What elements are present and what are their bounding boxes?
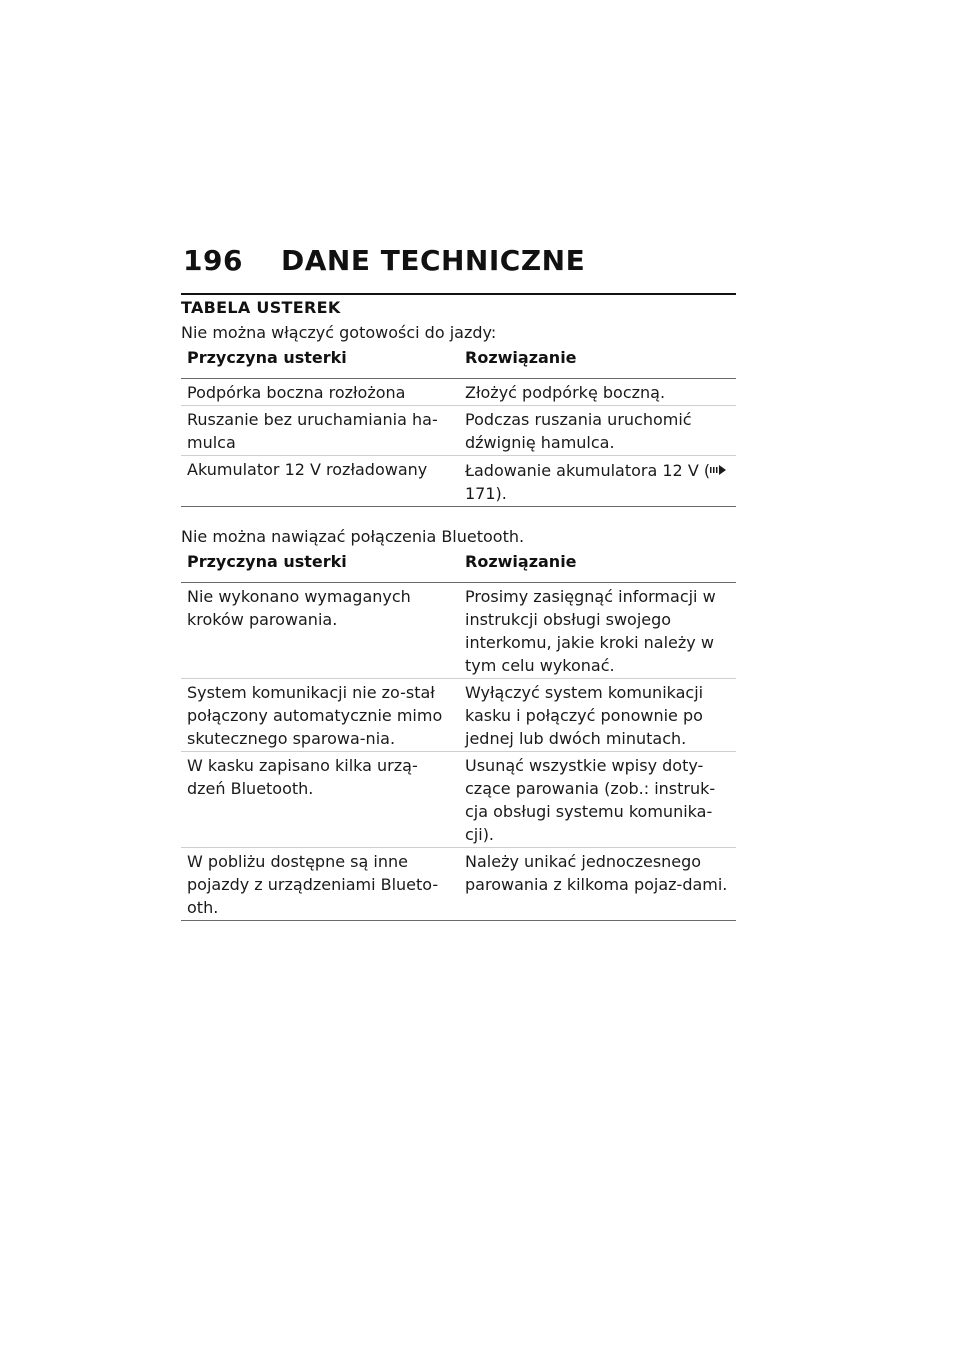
fault-cause: Akumulator 12 V rozładowany xyxy=(181,456,459,507)
fault-solution: Podczas ruszania uruchomić dźwignię hamulca. xyxy=(459,406,736,456)
section-title: TABELA USTEREK xyxy=(181,298,341,317)
table1-intro: Nie można włączyć gotowości do jazdy: xyxy=(181,323,497,342)
page-reference-number[interactable]: 171 xyxy=(465,484,496,503)
column-header-solution: Rozwiązanie xyxy=(459,548,736,583)
fault-solution: Wyłączyć system komunikacji kasku i połączyć ponownie po jednej lub dwóch minutach. xyxy=(459,679,736,752)
column-header-solution: Rozwiązanie xyxy=(459,344,736,379)
table2-intro: Nie można nawiązać połączenia Bluetooth. xyxy=(181,527,525,546)
header-rule xyxy=(181,293,736,295)
page-number: 196 xyxy=(183,244,243,277)
fault-cause: System komunikacji nie zo-stał połączony automatycznie mimo skutecznego sparowa-nia. xyxy=(181,679,459,752)
solution-text: Ładowanie akumulatora 12 V ( xyxy=(465,461,711,480)
fault-solution: Należy unikać jednoczesnego parowania z kilkoma pojaz-dami. xyxy=(459,848,736,921)
table-row xyxy=(181,679,736,752)
table-row xyxy=(181,406,736,456)
fault-solution: Usunąć wszystkie wpisy doty-czące parowania (zob.: instruk-cja obsługi systemu komunika-cji). xyxy=(459,752,736,848)
content xyxy=(181,297,736,921)
fault-solution xyxy=(459,456,736,507)
table-header-row xyxy=(181,548,736,583)
column-header-cause: Przyczyna usterki xyxy=(181,548,459,583)
fault-cause: W kasku zapisano kilka urzą-dzeń Bluetooth. xyxy=(181,752,459,848)
fault-table-ready-to-ride xyxy=(181,344,736,507)
fault-cause: Ruszanie bez uruchamiania ha-mulca xyxy=(181,406,459,456)
fault-solution: Złożyć podpórkę boczną. xyxy=(459,379,736,406)
table-row xyxy=(181,583,736,679)
chapter-title: DANE TECHNICZNE xyxy=(281,244,586,277)
table-row xyxy=(181,379,736,406)
table-row xyxy=(181,752,736,848)
fault-cause: Nie wykonano wymaganych kroków parowania. xyxy=(181,583,459,679)
fault-table-bluetooth xyxy=(181,548,736,921)
page-header xyxy=(183,244,585,277)
table-header-row xyxy=(181,344,736,379)
table-row xyxy=(181,848,736,921)
column-header-cause: Przyczyna usterki xyxy=(181,344,459,379)
solution-text-end: ). xyxy=(495,484,507,503)
fault-cause: W pobliżu dostępne są inne pojazdy z urządzeniami Blueto-oth. xyxy=(181,848,459,921)
table-row xyxy=(181,456,736,507)
fault-solution: Prosimy zasięgnąć informacji w instrukcji obsługi swojego interkomu, jakie kroki należy w tym celu wykonać. xyxy=(459,583,736,679)
page-reference-arrow-icon xyxy=(710,458,726,468)
fault-cause: Podpórka boczna rozłożona xyxy=(181,379,459,406)
